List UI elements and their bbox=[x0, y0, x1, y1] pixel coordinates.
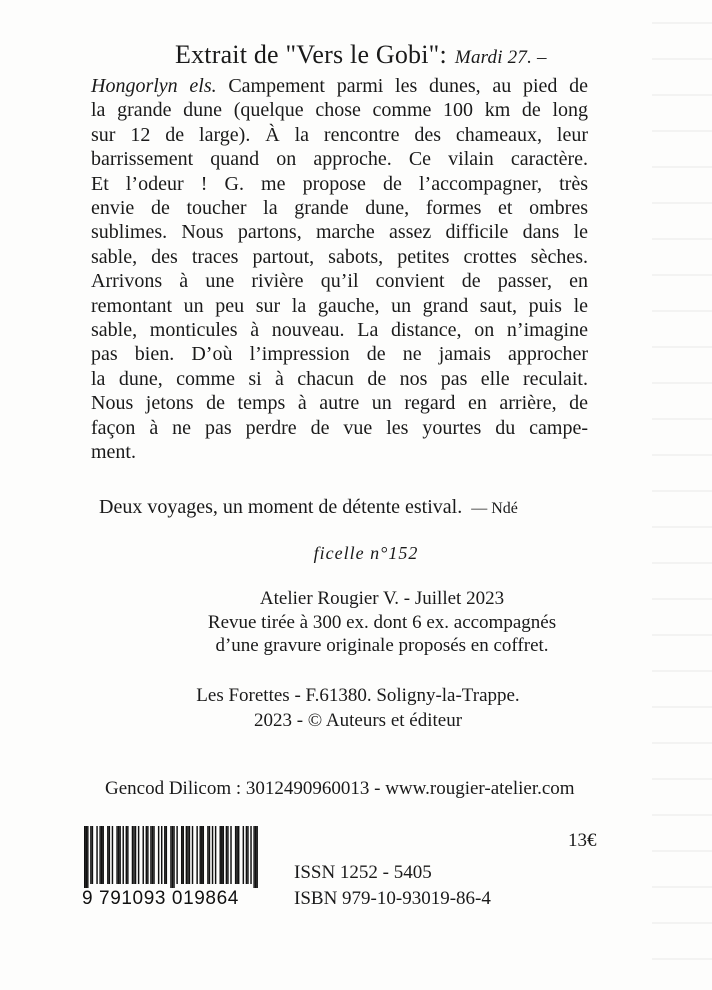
colophon-line: Revue tirée à 300 ex. dont 6 ex. accompagnés bbox=[207, 611, 557, 633]
excerpt-line: Et l’odeur ! G. me propose de l’accompagner, très bbox=[91, 172, 588, 195]
barcode-bar bbox=[215, 826, 216, 884]
excerpt-line: Arrivons à une rivière qu’il convient de passer, en bbox=[91, 270, 588, 293]
barcode-bar bbox=[102, 826, 103, 884]
excerpt-line: sublimes. Nous partons, marche assez difficile dans le bbox=[91, 221, 588, 244]
barcode-bar bbox=[118, 826, 119, 884]
barcode-bar bbox=[226, 826, 227, 884]
isbn: ISBN 979-10-93019-86-4 bbox=[294, 888, 491, 909]
excerpt-line: sable, monticules à nouveau. La distance, on n’imagine bbox=[91, 319, 588, 342]
excerpt-title: Extrait de "Vers le Gobi": bbox=[175, 40, 447, 69]
price: 13€ bbox=[568, 830, 597, 851]
colophon-line: d’une gravure originale proposés en coffret. bbox=[215, 635, 549, 656]
issn: ISSN 1252 - 5405 bbox=[294, 862, 432, 883]
barcode-bar bbox=[230, 826, 231, 884]
excerpt-line: Hongorlyn els. Campement parmi les dunes, au pied de bbox=[91, 75, 588, 97]
summary bbox=[99, 496, 599, 519]
barcode-bar bbox=[253, 826, 254, 888]
page-edge-texture bbox=[652, 0, 712, 990]
excerpt-line: sur 12 de large). À la rencontre des chameaux, leur bbox=[91, 123, 588, 146]
excerpt-date: Mardi 27. – bbox=[454, 47, 547, 68]
excerpt-line: remontant un peu sur la gauche, un grand saut, puis le bbox=[91, 294, 588, 317]
address-line: Les Forettes - F.61380. Soligny-la-Trappe. bbox=[196, 685, 520, 706]
gencod-line: Gencod Dilicom : 3012490960013 - www.rougier-atelier.com bbox=[105, 778, 575, 799]
barcode-bar bbox=[109, 826, 110, 884]
barcode-bar bbox=[223, 826, 224, 884]
barcode-bar bbox=[96, 826, 97, 884]
barcode-bar bbox=[173, 826, 174, 888]
barcode-bar bbox=[199, 826, 200, 884]
barcode-bar bbox=[236, 826, 237, 884]
barcode-bar bbox=[221, 826, 222, 884]
barcode-bar bbox=[158, 826, 159, 884]
barcode-digits: 9 791093 019864 bbox=[82, 888, 239, 909]
excerpt-line: la grande dune (quelque chose comme 100 km de long bbox=[91, 99, 588, 122]
barcode-bar bbox=[127, 826, 128, 884]
barcode-bar bbox=[209, 826, 210, 884]
barcode-bar bbox=[86, 826, 87, 888]
barcode-bar bbox=[126, 826, 127, 884]
barcode-bar bbox=[90, 826, 91, 884]
colophon bbox=[0, 587, 712, 658]
barcode-bar bbox=[166, 826, 167, 884]
excerpt-line: la dune, comme si à chacun de nos pas elle reculait. bbox=[91, 367, 588, 390]
barcode-bar bbox=[170, 826, 171, 888]
excerpt-text bbox=[91, 74, 588, 465]
barcode-bar bbox=[101, 826, 102, 884]
barcode-bar bbox=[212, 826, 213, 884]
identifiers bbox=[294, 860, 491, 912]
excerpt-line: barrissement quand on approche. Ce vilain caractère. bbox=[91, 148, 588, 171]
barcode-bar bbox=[256, 826, 257, 888]
barcode-bar bbox=[201, 826, 202, 884]
barcode-bar bbox=[189, 826, 190, 884]
barcode-bar bbox=[99, 826, 100, 884]
barcode-bar bbox=[107, 826, 108, 884]
barcode-bar bbox=[150, 826, 151, 884]
barcode-bar bbox=[207, 826, 208, 884]
copyright-line: 2023 - © Auteurs et éditeur bbox=[253, 710, 463, 731]
barcode-bar bbox=[186, 826, 187, 884]
barcode-bar bbox=[132, 826, 133, 884]
barcode-bar bbox=[84, 826, 85, 888]
barcode-bar bbox=[172, 826, 173, 888]
summary-text: Deux voyages, un moment de détente estival. bbox=[99, 496, 463, 518]
barcode-bar bbox=[192, 826, 193, 884]
barcode-bar bbox=[227, 826, 228, 884]
colophon-line: Atelier Rougier V. - Juillet 2023 bbox=[259, 588, 505, 609]
barcode-bar bbox=[247, 826, 248, 884]
excerpt-place: Hongorlyn els. bbox=[91, 75, 217, 97]
barcode-bar bbox=[243, 826, 244, 884]
excerpt-line: façon à ne pas perdre de vue les yourtes du campe- bbox=[91, 416, 588, 439]
barcode-bar bbox=[146, 826, 147, 884]
publisher-address bbox=[0, 683, 712, 733]
barcode-bar bbox=[187, 826, 188, 884]
barcode-bar bbox=[92, 826, 93, 884]
barcode-bar bbox=[147, 826, 148, 884]
barcode-bar bbox=[203, 826, 204, 884]
barcode-bar bbox=[220, 826, 221, 884]
barcode-bar bbox=[138, 826, 139, 884]
excerpt-line: sable, des traces partout, sabots, petites crottes sèches. bbox=[91, 245, 588, 268]
barcode-bar bbox=[238, 826, 239, 884]
barcode-bar bbox=[164, 826, 165, 884]
excerpt-line: ment. bbox=[91, 441, 136, 464]
excerpt-line: pas bien. D’où l’impression de ne jamais approcher bbox=[91, 343, 588, 366]
barcode-bar bbox=[255, 826, 256, 888]
barcode-bar bbox=[235, 826, 236, 884]
excerpt-heading bbox=[175, 40, 547, 70]
barcode-bar bbox=[123, 826, 124, 884]
excerpt-line: Nous jetons de temps à autre un regard en arrière, de bbox=[91, 392, 588, 415]
barcode-bar bbox=[116, 826, 117, 884]
barcode bbox=[82, 826, 262, 908]
barcode-bar bbox=[152, 826, 153, 884]
barcode-bar bbox=[183, 826, 184, 884]
barcode-bar bbox=[143, 826, 144, 884]
barcode-bar bbox=[112, 826, 113, 884]
barcode-bar bbox=[119, 826, 120, 884]
barcode-bar bbox=[135, 826, 136, 884]
issue-number: ficelle n°152 bbox=[313, 543, 419, 563]
summary-signature: — Ndé bbox=[471, 500, 518, 517]
barcode-bar bbox=[250, 826, 251, 884]
barcode-bar bbox=[196, 826, 197, 884]
barcode-bar bbox=[153, 826, 154, 884]
barcode-bar bbox=[176, 826, 177, 884]
barcode-bar bbox=[133, 826, 134, 884]
barcode-bar bbox=[246, 826, 247, 884]
barcode-bar bbox=[161, 826, 162, 884]
barcode-bar bbox=[87, 826, 88, 888]
barcode-bars bbox=[84, 826, 258, 888]
barcode-bar bbox=[181, 826, 182, 884]
excerpt-line: envie de toucher la grande dune, formes et ombres bbox=[91, 197, 588, 220]
